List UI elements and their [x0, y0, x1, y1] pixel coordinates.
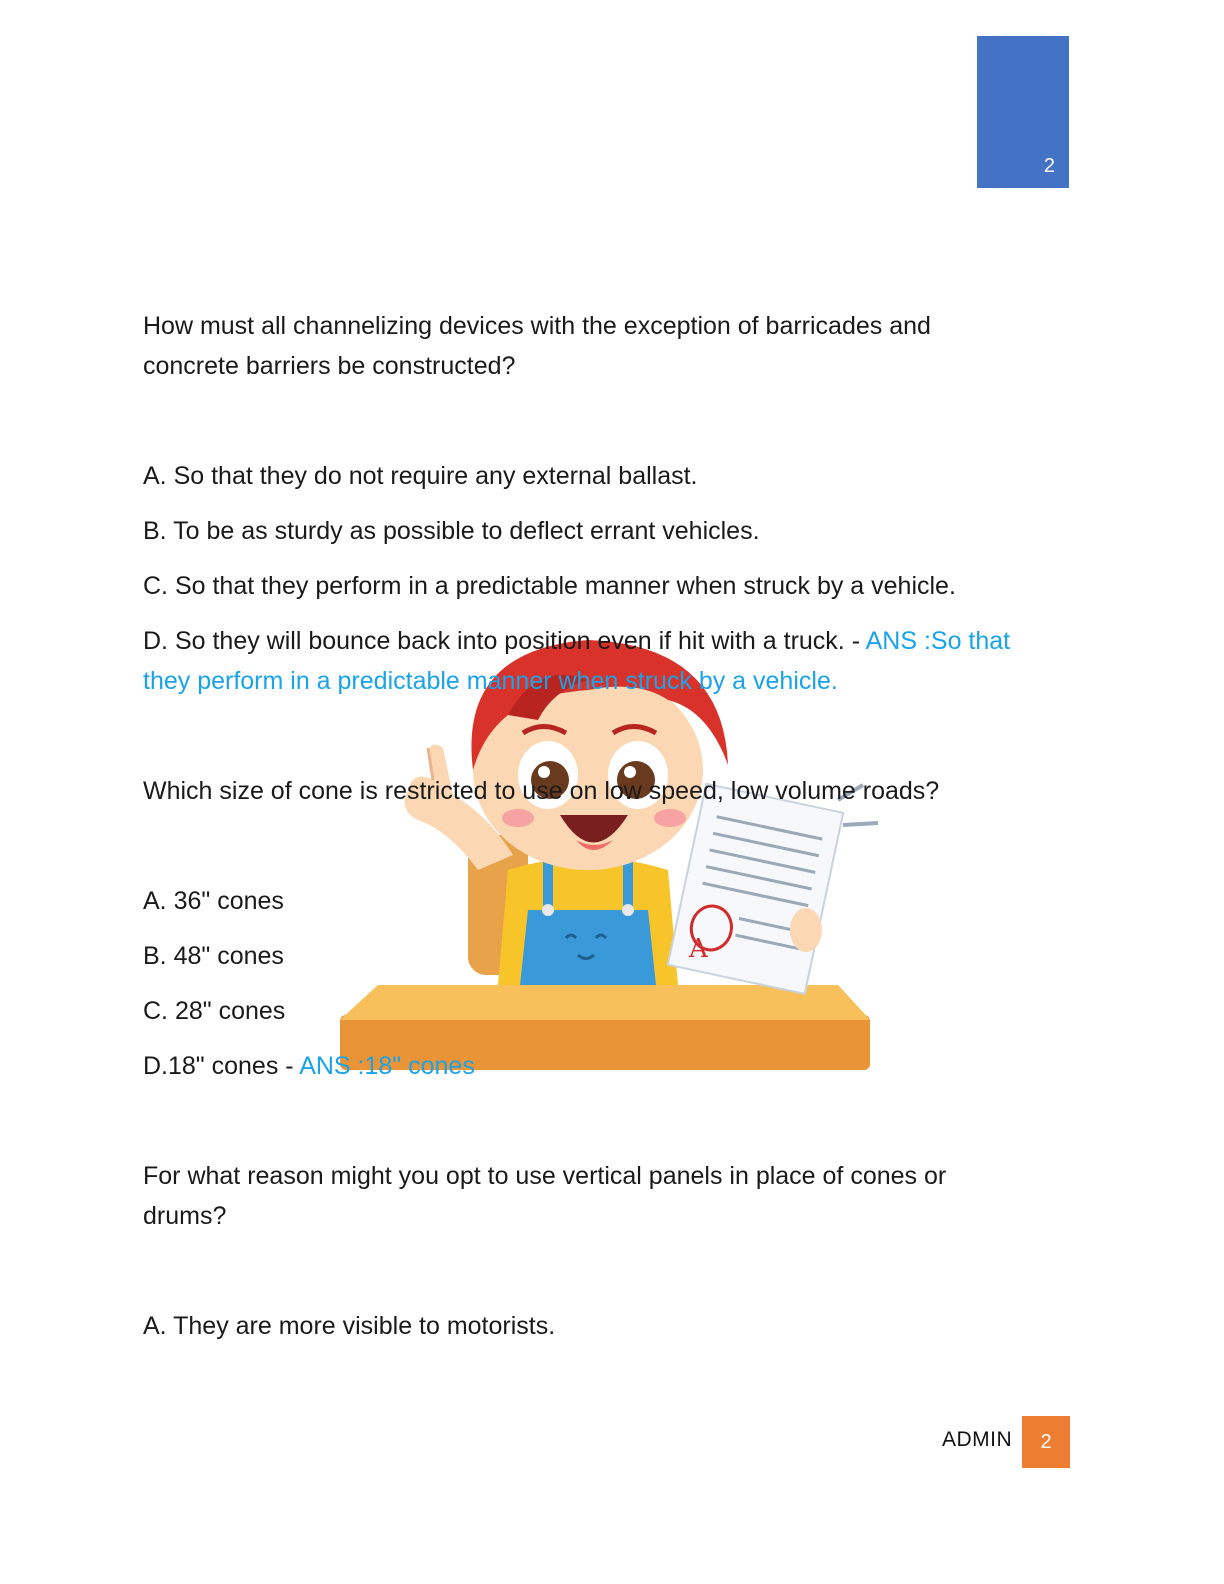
question-1-option-d-text: D. So they will bounce back into position even if hit with a truck. -: [143, 627, 866, 655]
question-2-text: Which size of cone is restricted to use on low speed, low volume roads?: [143, 777, 940, 805]
question-2-option-a: A. 36" cones: [143, 887, 284, 915]
question-1-text-line-2: concrete barriers be constructed?: [143, 352, 516, 380]
question-1-option-d: [143, 621, 1010, 661]
question-2-option-b: B. 48" cones: [143, 942, 284, 970]
footer-page-number: 2: [1040, 1430, 1052, 1453]
question-2-answer: ANS :18" cones: [299, 1052, 475, 1080]
header-page-number: 2: [1043, 155, 1055, 177]
question-1-answer-line-1: ANS :So that: [865, 627, 1011, 655]
question-2-option-d: [143, 1046, 475, 1086]
page-number-tab: [977, 36, 1069, 188]
grade-mark: A: [689, 934, 708, 964]
footer-author-label: ADMIN: [942, 1428, 1013, 1451]
question-1-option-b: B. To be as sturdy as possible to deflect errant vehicles.: [143, 517, 760, 545]
question-1-option-c: C. So that they perform in a predictable manner when struck by a vehicle.: [143, 572, 956, 600]
footer-page-badge: [1022, 1416, 1070, 1468]
question-1-option-a: A. So that they do not require any external ballast.: [143, 462, 698, 490]
question-1-text-line-1: How must all channelizing devices with the exception of barricades and: [143, 312, 931, 340]
question-3-text-line-2: drums?: [143, 1202, 227, 1230]
question-1-answer-line-2: they perform in a predictable manner when struck by a vehicle.: [143, 667, 838, 695]
question-2-option-d-text: D.18" cones -: [143, 1052, 300, 1080]
question-2-option-c: C. 28" cones: [143, 997, 286, 1025]
question-3-option-a: A. They are more visible to motorists.: [143, 1312, 556, 1340]
question-3-text-line-1: For what reason might you opt to use vertical panels in place of cones or: [143, 1162, 947, 1190]
